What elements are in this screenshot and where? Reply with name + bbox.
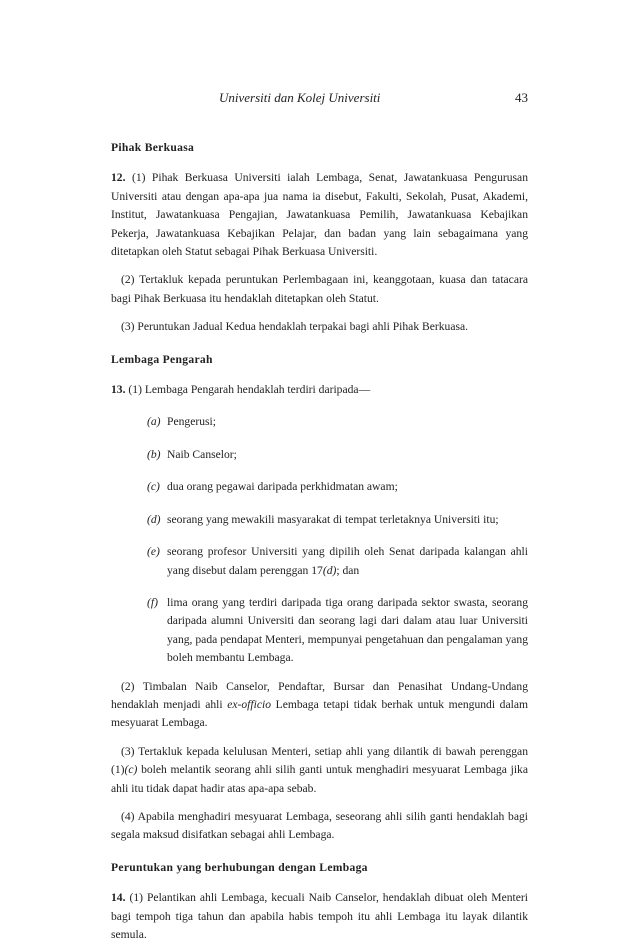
section-heading-lembaga-pengarah: Lembaga Pengarah — [111, 352, 213, 366]
header-title: Universiti dan Kolej Universiti — [219, 90, 381, 105]
paragraph-text-end: Lembaga tetapi tidak berhak untuk mengundi dalam mesyuarat Lembaga. — [111, 697, 528, 730]
list-item-text: seorang yang mewakili masyarakat di tempat terletaknya Universiti itu; — [167, 512, 499, 526]
list-item-b — [111, 446, 528, 464]
paragraph-italic-ref: (c) — [124, 763, 138, 777]
paragraph-text-end: boleh melantik seorang ahli silih ganti untuk menghadiri mesyuarat Lembaga jika ahli itu tidak dapat hadir atas apa-apa sebab. — [111, 763, 528, 795]
section-13-paragraph-2 — [111, 678, 528, 733]
list-item-label: (b) — [147, 447, 161, 461]
paragraph-text: (1) Lembaga Pengarah hendaklah terdiri daripada— — [128, 383, 371, 397]
section-13-paragraph-1 — [111, 381, 528, 399]
list-item-e — [111, 543, 528, 580]
list-item-label: (e) — [147, 545, 160, 559]
list-item-text: Naib Canselor; — [167, 447, 237, 461]
list-item-text: lima orang yang terdiri daripada tiga orang daripada sektor swasta, seorang daripada alumni Universiti dan seorang lagi dari dalam atau luar Universiti yang, pada pendapat Menteri, mempunyai pengetahuan dan pengalaman yang boleh membantu Lembaga. — [167, 595, 528, 665]
list-item-label: (d) — [147, 512, 161, 526]
paragraph-italic-term: ex-officio — [227, 697, 271, 711]
section-13-paragraph-3 — [111, 743, 528, 798]
section-number: 12. — [111, 171, 126, 185]
list-item-d — [111, 511, 528, 529]
list-item-a — [111, 413, 528, 431]
section-13-paragraph-4: (4) Apabila menghadiri mesyuarat Lembaga, seseorang ahli silih ganti hendaklah bagi segala maksud disifatkan sebagai ahli Lembaga. — [111, 809, 528, 842]
paragraph-text: (1) Pelantikan ahli Lembaga, kecuali Naib Canselor, hendaklah dibuat oleh Menteri bagi tempoh tiga tahun dan apabila habis tempoh itu ahli Lembaga itu layak dilantik semula. — [111, 891, 529, 941]
section-12-paragraph-2: (2) Tertakluk kepada peruntukan Perlembagaan ini, keanggotaan, kuasa dan tatacara bagi Pihak Berkuasa itu hendaklah ditetapkan oleh Statut. — [111, 273, 528, 305]
section-12-paragraph-3: (3) Peruntukan Jadual Kedua hendaklah terpakai bagi ahli Pihak Berkuasa. — [121, 320, 469, 334]
paragraph-text: (3) Tertakluk kepada kelulusan Menteri, setiap ahli yang dilantik di bawah perenggan (1) — [111, 744, 528, 777]
list-item-label: (c) — [147, 480, 160, 494]
page-number: 43 — [515, 90, 528, 105]
list-item-label: (f) — [147, 595, 158, 609]
list-item-f — [111, 594, 528, 668]
paragraph-text: (2) Timbalan Naib Canselor, Pendaftar, Bursar dan Penasihat Undang-Undang hendaklah menjadi ahli — [111, 679, 528, 711]
list-item-text: dua orang pegawai daripada perkhidmatan awam; — [167, 480, 398, 494]
section-heading-peruntukan-lembaga: Peruntukan yang berhubungan dengan Lembaga — [111, 860, 368, 874]
list-item-text: seorang profesor Universiti yang dipilih oleh Senat daripada kalangan ahli yang disebut dalam perenggan 17 — [167, 545, 528, 577]
list-item-label: (a) — [147, 415, 161, 429]
list-item-italic-ref: (d) — [322, 563, 337, 577]
section-12-paragraph-1 — [111, 169, 528, 261]
list-item-text-end: ; dan — [336, 563, 360, 577]
section-number: 14. — [111, 891, 126, 905]
page-body — [111, 139, 528, 944]
section-14-paragraph-1 — [111, 889, 528, 944]
list-item-c — [111, 478, 528, 496]
section-number: 13. — [111, 383, 126, 397]
list-item-text: Pengerusi; — [167, 415, 216, 429]
section-heading-pihak-berkuasa: Pihak Berkuasa — [111, 141, 195, 154]
paragraph-text: (1) Pihak Berkuasa Universiti ialah Lembaga, Senat, Jawatankuasa Pengurusan Universiti atau dengan apa-apa jua nama ia disebut, Fakulti, Sekolah, Pusat, Akademi, Institut, Jawatankuasa Pengajian, Jawatankuasa Pemilih, Jawatankuasa Kebajikan Pekerja, Jawatankuasa Kebajikan Pelajar, dan badan yang lain sebagaimana yang ditetapkan oleh Statut sebagai Pihak Berkuasa Universiti. — [111, 171, 528, 259]
